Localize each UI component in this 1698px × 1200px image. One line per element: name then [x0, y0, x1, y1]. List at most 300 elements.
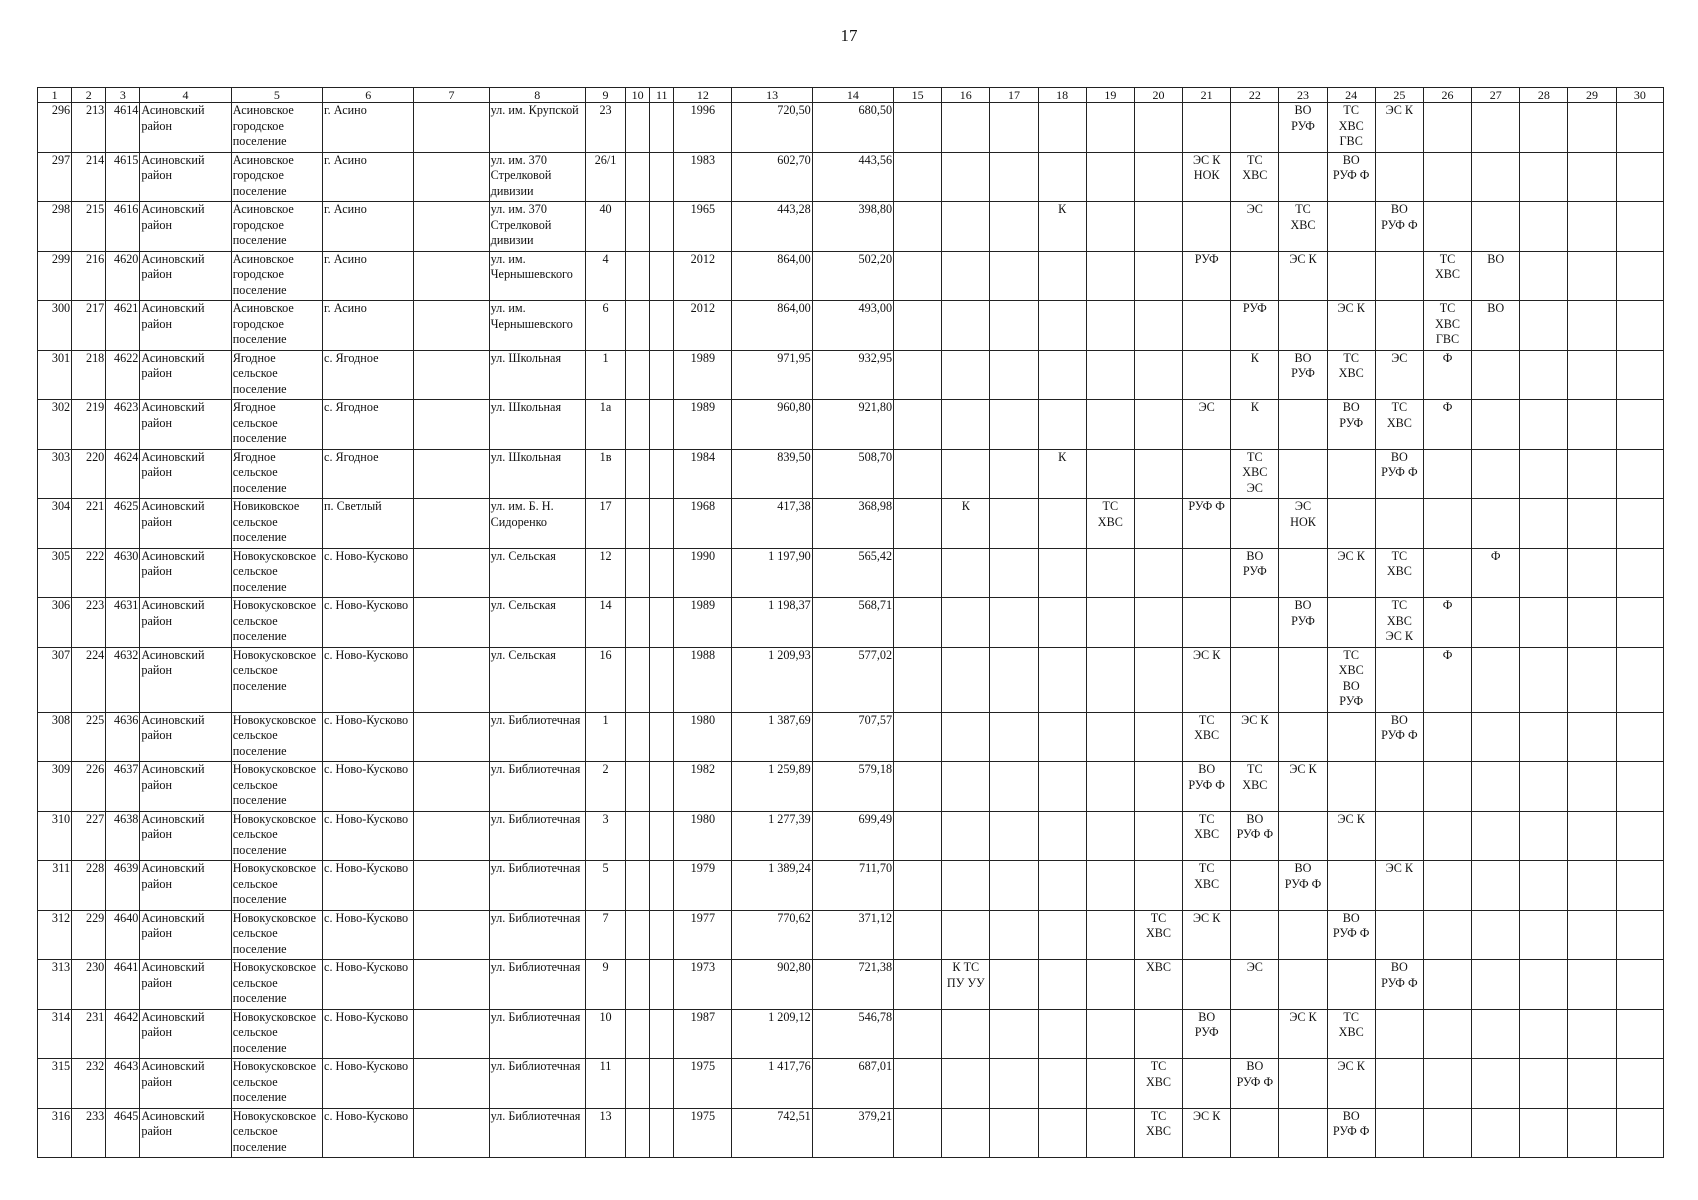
work-mark-col-23-cell — [1279, 712, 1327, 762]
total-area-cell: 864,00 — [732, 301, 812, 351]
work-mark-col-25-cell: ВО РУФ Ф — [1375, 712, 1423, 762]
row-subindex-cell: 227 — [72, 811, 106, 861]
work-mark-col-17-cell — [990, 152, 1038, 202]
work-mark-col-16-cell — [942, 251, 990, 301]
build-year-cell: 1980 — [674, 811, 732, 861]
work-mark-col-16-cell — [942, 1059, 990, 1109]
work-mark-col-24-cell: ЭС К — [1327, 548, 1375, 598]
living-area-cell: 371,12 — [812, 910, 893, 960]
settlement-cell: Новокусковское сельское поселение — [231, 647, 322, 712]
work-mark-col-27-cell — [1472, 960, 1520, 1010]
work-mark-col-23-cell — [1279, 960, 1327, 1010]
row-index-cell: 297 — [38, 152, 72, 202]
object-code-cell: 4621 — [106, 301, 140, 351]
work-mark-col-19-cell — [1086, 301, 1134, 351]
total-area-cell: 1 209,93 — [732, 647, 812, 712]
column-11-cell — [650, 548, 674, 598]
work-mark-col-23-cell: ЭС К — [1279, 251, 1327, 301]
row-subindex-cell: 213 — [72, 103, 106, 153]
house-number-cell: 16 — [585, 647, 625, 712]
locality-cell: с. Ново-Кусково — [323, 1059, 414, 1109]
row-index-cell: 298 — [38, 202, 72, 252]
work-mark-col-16-cell — [942, 861, 990, 911]
work-mark-col-26-cell: ТС ХВС — [1423, 251, 1471, 301]
work-mark-col-29-cell — [1568, 202, 1616, 252]
work-mark-col-24-cell — [1327, 712, 1375, 762]
work-mark-col-26-cell: Ф — [1423, 350, 1471, 400]
work-mark-col-24-cell: ТС ХВС ГВС — [1327, 103, 1375, 153]
district-cell: Асиновский район — [140, 960, 231, 1010]
total-area-cell: 770,62 — [732, 910, 812, 960]
street-cell: ул. им. 370 Стрелковой дивизии — [489, 152, 585, 202]
object-code-cell: 4642 — [106, 1009, 140, 1059]
row-index-cell: 310 — [38, 811, 72, 861]
work-mark-col-18-cell — [1038, 712, 1086, 762]
table-row — [38, 103, 1664, 153]
work-mark-col-26-cell — [1423, 1059, 1471, 1109]
object-code-cell: 4632 — [106, 647, 140, 712]
work-mark-col-20-cell: ХВС — [1134, 960, 1182, 1010]
work-mark-col-29-cell — [1568, 251, 1616, 301]
living-area-cell: 493,00 — [812, 301, 893, 351]
work-mark-col-17-cell — [990, 811, 1038, 861]
column-11-cell — [650, 960, 674, 1010]
work-mark-col-23-cell — [1279, 152, 1327, 202]
table-row — [38, 960, 1664, 1010]
work-mark-col-16-cell — [942, 910, 990, 960]
row-index-cell: 302 — [38, 400, 72, 450]
work-mark-col-23-cell: ВО РУФ Ф — [1279, 861, 1327, 911]
work-mark-col-26-cell — [1423, 449, 1471, 499]
register-table — [37, 87, 1664, 1158]
work-mark-col-19-cell — [1086, 910, 1134, 960]
work-mark-col-30-cell — [1616, 301, 1663, 351]
work-mark-col-16-cell — [942, 762, 990, 812]
work-mark-col-21-cell: ЭС — [1183, 400, 1231, 450]
work-mark-col-28-cell — [1520, 499, 1568, 549]
work-mark-col-22-cell — [1231, 1108, 1279, 1158]
column-number-30: 30 — [1616, 88, 1663, 103]
street-cell: ул. Библиотечная — [489, 960, 585, 1010]
table-row — [38, 350, 1664, 400]
work-mark-col-29-cell — [1568, 548, 1616, 598]
work-mark-col-15-cell — [894, 548, 942, 598]
object-code-cell: 4630 — [106, 548, 140, 598]
work-mark-col-16-cell — [942, 400, 990, 450]
settlement-cell: Новокусковское сельское поселение — [231, 910, 322, 960]
work-mark-col-30-cell — [1616, 1108, 1663, 1158]
street-cell: ул. им. Б. Н. Сидоренко — [489, 499, 585, 549]
work-mark-col-27-cell — [1472, 152, 1520, 202]
district-cell: Асиновский район — [140, 301, 231, 351]
work-mark-col-21-cell: ВО РУФ — [1183, 1009, 1231, 1059]
column-11-cell — [650, 861, 674, 911]
locality-cell: с. Ново-Кусково — [323, 861, 414, 911]
column-10-cell — [626, 202, 650, 252]
column-number-15: 15 — [894, 88, 942, 103]
street-cell: ул. Библиотечная — [489, 811, 585, 861]
work-mark-col-28-cell — [1520, 910, 1568, 960]
living-area-cell: 565,42 — [812, 548, 893, 598]
work-mark-col-28-cell — [1520, 1009, 1568, 1059]
column-7-cell — [414, 1108, 489, 1158]
house-number-cell: 10 — [585, 1009, 625, 1059]
work-mark-col-22-cell: РУФ — [1231, 301, 1279, 351]
house-number-cell: 14 — [585, 598, 625, 648]
work-mark-col-25-cell — [1375, 251, 1423, 301]
work-mark-col-24-cell: ВО РУФ — [1327, 400, 1375, 450]
work-mark-col-27-cell — [1472, 449, 1520, 499]
work-mark-col-28-cell — [1520, 548, 1568, 598]
work-mark-col-18-cell — [1038, 1009, 1086, 1059]
column-10-cell — [626, 251, 650, 301]
work-mark-col-28-cell — [1520, 1108, 1568, 1158]
work-mark-col-22-cell: К — [1231, 400, 1279, 450]
living-area-cell: 721,38 — [812, 960, 893, 1010]
house-number-cell: 1 — [585, 350, 625, 400]
work-mark-col-24-cell — [1327, 598, 1375, 648]
work-mark-col-20-cell — [1134, 598, 1182, 648]
district-cell: Асиновский район — [140, 548, 231, 598]
row-subindex-cell: 224 — [72, 647, 106, 712]
work-mark-col-18-cell — [1038, 1059, 1086, 1109]
work-mark-col-26-cell — [1423, 861, 1471, 911]
work-mark-col-18-cell — [1038, 861, 1086, 911]
work-mark-col-20-cell — [1134, 202, 1182, 252]
work-mark-col-15-cell — [894, 400, 942, 450]
work-mark-col-21-cell — [1183, 350, 1231, 400]
district-cell: Асиновский район — [140, 811, 231, 861]
settlement-cell: Асиновское городское поселение — [231, 251, 322, 301]
work-mark-col-29-cell — [1568, 499, 1616, 549]
house-number-cell: 26/1 — [585, 152, 625, 202]
row-index-cell: 314 — [38, 1009, 72, 1059]
street-cell: ул. Библиотечная — [489, 762, 585, 812]
living-area-cell: 368,98 — [812, 499, 893, 549]
work-mark-col-17-cell — [990, 400, 1038, 450]
work-mark-col-27-cell — [1472, 350, 1520, 400]
work-mark-col-25-cell — [1375, 1009, 1423, 1059]
work-mark-col-30-cell — [1616, 548, 1663, 598]
district-cell: Асиновский район — [140, 861, 231, 911]
living-area-cell: 687,01 — [812, 1059, 893, 1109]
column-7-cell — [414, 1059, 489, 1109]
work-mark-col-20-cell — [1134, 762, 1182, 812]
column-7-cell — [414, 960, 489, 1010]
row-index-cell: 303 — [38, 449, 72, 499]
row-index-cell: 304 — [38, 499, 72, 549]
column-11-cell — [650, 1059, 674, 1109]
work-mark-col-25-cell: ВО РУФ Ф — [1375, 960, 1423, 1010]
locality-cell: с. Ново-Кусково — [323, 598, 414, 648]
work-mark-col-27-cell: ВО — [1472, 301, 1520, 351]
work-mark-col-21-cell: РУФ Ф — [1183, 499, 1231, 549]
row-subindex-cell: 219 — [72, 400, 106, 450]
work-mark-col-29-cell — [1568, 400, 1616, 450]
settlement-cell: Новокусковское сельское поселение — [231, 548, 322, 598]
work-mark-col-21-cell — [1183, 598, 1231, 648]
build-year-cell: 1968 — [674, 499, 732, 549]
total-area-cell: 742,51 — [732, 1108, 812, 1158]
row-index-cell: 306 — [38, 598, 72, 648]
work-mark-col-22-cell: ЭС — [1231, 960, 1279, 1010]
work-mark-col-17-cell — [990, 598, 1038, 648]
work-mark-col-26-cell — [1423, 548, 1471, 598]
work-mark-col-15-cell — [894, 811, 942, 861]
work-mark-col-22-cell — [1231, 1009, 1279, 1059]
work-mark-col-23-cell: ЭС НОК — [1279, 499, 1327, 549]
work-mark-col-21-cell — [1183, 103, 1231, 153]
work-mark-col-25-cell — [1375, 762, 1423, 812]
work-mark-col-17-cell — [990, 499, 1038, 549]
work-mark-col-22-cell: ТС ХВС — [1231, 762, 1279, 812]
work-mark-col-16-cell — [942, 1108, 990, 1158]
work-mark-col-16-cell — [942, 712, 990, 762]
district-cell: Асиновский район — [140, 103, 231, 153]
work-mark-col-25-cell — [1375, 1059, 1423, 1109]
work-mark-col-20-cell — [1134, 103, 1182, 153]
column-number-24: 24 — [1327, 88, 1375, 103]
work-mark-col-27-cell: ВО — [1472, 251, 1520, 301]
work-mark-col-21-cell: ТС ХВС — [1183, 712, 1231, 762]
total-area-cell: 1 197,90 — [732, 548, 812, 598]
column-number-23: 23 — [1279, 88, 1327, 103]
work-mark-col-18-cell — [1038, 152, 1086, 202]
work-mark-col-15-cell — [894, 449, 942, 499]
work-mark-col-26-cell — [1423, 762, 1471, 812]
work-mark-col-28-cell — [1520, 350, 1568, 400]
row-index-cell: 312 — [38, 910, 72, 960]
work-mark-col-23-cell — [1279, 1059, 1327, 1109]
work-mark-col-30-cell — [1616, 202, 1663, 252]
work-mark-col-19-cell — [1086, 647, 1134, 712]
work-mark-col-29-cell — [1568, 1009, 1616, 1059]
work-mark-col-25-cell — [1375, 499, 1423, 549]
work-mark-col-23-cell — [1279, 449, 1327, 499]
column-number-28: 28 — [1520, 88, 1568, 103]
locality-cell: с. Ягодное — [323, 400, 414, 450]
total-area-cell: 1 259,89 — [732, 762, 812, 812]
work-mark-col-24-cell: ЭС К — [1327, 811, 1375, 861]
work-mark-col-28-cell — [1520, 1059, 1568, 1109]
work-mark-col-19-cell — [1086, 1108, 1134, 1158]
work-mark-col-24-cell: ВО РУФ Ф — [1327, 152, 1375, 202]
column-7-cell — [414, 103, 489, 153]
work-mark-col-27-cell — [1472, 647, 1520, 712]
work-mark-col-26-cell — [1423, 1108, 1471, 1158]
column-11-cell — [650, 499, 674, 549]
column-10-cell — [626, 762, 650, 812]
work-mark-col-25-cell — [1375, 647, 1423, 712]
work-mark-col-26-cell: Ф — [1423, 647, 1471, 712]
work-mark-col-16-cell — [942, 598, 990, 648]
street-cell: ул. Сельская — [489, 598, 585, 648]
work-mark-col-25-cell: ЭС — [1375, 350, 1423, 400]
row-index-cell: 305 — [38, 548, 72, 598]
street-cell: ул. Сельская — [489, 548, 585, 598]
work-mark-col-18-cell — [1038, 762, 1086, 812]
table-row — [38, 301, 1664, 351]
work-mark-col-25-cell — [1375, 910, 1423, 960]
table-row — [38, 202, 1664, 252]
work-mark-col-26-cell — [1423, 811, 1471, 861]
column-10-cell — [626, 103, 650, 153]
row-index-cell: 296 — [38, 103, 72, 153]
column-7-cell — [414, 152, 489, 202]
column-10-cell — [626, 350, 650, 400]
work-mark-col-18-cell — [1038, 598, 1086, 648]
house-number-cell: 7 — [585, 910, 625, 960]
locality-cell: г. Асино — [323, 152, 414, 202]
work-mark-col-20-cell: ТС ХВС — [1134, 1108, 1182, 1158]
work-mark-col-21-cell — [1183, 202, 1231, 252]
build-year-cell: 2012 — [674, 301, 732, 351]
work-mark-col-26-cell: Ф — [1423, 598, 1471, 648]
column-number-14: 14 — [812, 88, 893, 103]
row-subindex-cell: 218 — [72, 350, 106, 400]
living-area-cell: 680,50 — [812, 103, 893, 153]
work-mark-col-27-cell — [1472, 712, 1520, 762]
work-mark-col-16-cell — [942, 202, 990, 252]
street-cell: ул. Библиотечная — [489, 910, 585, 960]
work-mark-col-23-cell — [1279, 301, 1327, 351]
column-7-cell — [414, 910, 489, 960]
total-area-cell: 720,50 — [732, 103, 812, 153]
work-mark-col-16-cell — [942, 647, 990, 712]
build-year-cell: 1977 — [674, 910, 732, 960]
table-body — [38, 103, 1664, 1158]
table-row — [38, 861, 1664, 911]
work-mark-col-15-cell — [894, 350, 942, 400]
column-11-cell — [650, 152, 674, 202]
work-mark-col-20-cell: ТС ХВС — [1134, 910, 1182, 960]
column-7-cell — [414, 499, 489, 549]
work-mark-col-15-cell — [894, 861, 942, 911]
house-number-cell: 17 — [585, 499, 625, 549]
row-subindex-cell: 223 — [72, 598, 106, 648]
column-10-cell — [626, 548, 650, 598]
settlement-cell: Ягодное сельское поселение — [231, 400, 322, 450]
work-mark-col-17-cell — [990, 960, 1038, 1010]
work-mark-col-23-cell — [1279, 400, 1327, 450]
work-mark-col-18-cell — [1038, 350, 1086, 400]
house-number-cell: 23 — [585, 103, 625, 153]
work-mark-col-28-cell — [1520, 400, 1568, 450]
build-year-cell: 1989 — [674, 350, 732, 400]
work-mark-col-20-cell — [1134, 647, 1182, 712]
build-year-cell: 1989 — [674, 400, 732, 450]
settlement-cell: Новокусковское сельское поселение — [231, 1059, 322, 1109]
work-mark-col-16-cell — [942, 548, 990, 598]
column-number-header-row — [38, 88, 1664, 103]
work-mark-col-26-cell: Ф — [1423, 400, 1471, 450]
build-year-cell: 1982 — [674, 762, 732, 812]
work-mark-col-29-cell — [1568, 811, 1616, 861]
work-mark-col-30-cell — [1616, 1009, 1663, 1059]
work-mark-col-20-cell — [1134, 301, 1182, 351]
locality-cell: с. Ягодное — [323, 350, 414, 400]
column-7-cell — [414, 400, 489, 450]
work-mark-col-22-cell: ВО РУФ Ф — [1231, 811, 1279, 861]
table-row — [38, 712, 1664, 762]
column-number-4: 4 — [140, 88, 231, 103]
work-mark-col-23-cell: ЭС К — [1279, 762, 1327, 812]
work-mark-col-22-cell — [1231, 499, 1279, 549]
column-10-cell — [626, 400, 650, 450]
work-mark-col-18-cell — [1038, 103, 1086, 153]
work-mark-col-30-cell — [1616, 960, 1663, 1010]
work-mark-col-21-cell: РУФ — [1183, 251, 1231, 301]
settlement-cell: Новиковское сельское поселение — [231, 499, 322, 549]
locality-cell: с. Ново-Кусково — [323, 1108, 414, 1158]
work-mark-col-16-cell — [942, 103, 990, 153]
total-area-cell: 902,80 — [732, 960, 812, 1010]
work-mark-col-22-cell: ЭС — [1231, 202, 1279, 252]
column-10-cell — [626, 960, 650, 1010]
work-mark-col-24-cell — [1327, 762, 1375, 812]
column-10-cell — [626, 647, 650, 712]
house-number-cell: 40 — [585, 202, 625, 252]
locality-cell: г. Асино — [323, 251, 414, 301]
build-year-cell: 1984 — [674, 449, 732, 499]
district-cell: Асиновский район — [140, 910, 231, 960]
work-mark-col-22-cell: К — [1231, 350, 1279, 400]
work-mark-col-19-cell: ТС ХВС — [1086, 499, 1134, 549]
object-code-cell: 4620 — [106, 251, 140, 301]
column-11-cell — [650, 1108, 674, 1158]
work-mark-col-30-cell — [1616, 499, 1663, 549]
work-mark-col-27-cell — [1472, 1009, 1520, 1059]
column-10-cell — [626, 1108, 650, 1158]
work-mark-col-23-cell — [1279, 811, 1327, 861]
work-mark-col-19-cell — [1086, 762, 1134, 812]
build-year-cell: 1975 — [674, 1108, 732, 1158]
work-mark-col-30-cell — [1616, 811, 1663, 861]
total-area-cell: 1 198,37 — [732, 598, 812, 648]
column-11-cell — [650, 647, 674, 712]
work-mark-col-23-cell — [1279, 910, 1327, 960]
row-index-cell: 311 — [38, 861, 72, 911]
table-row — [38, 548, 1664, 598]
column-number-22: 22 — [1231, 88, 1279, 103]
table-row — [38, 910, 1664, 960]
work-mark-col-15-cell — [894, 202, 942, 252]
work-mark-col-20-cell: ТС ХВС — [1134, 1059, 1182, 1109]
column-number-9: 9 — [585, 88, 625, 103]
work-mark-col-27-cell — [1472, 400, 1520, 450]
total-area-cell: 1 209,12 — [732, 1009, 812, 1059]
object-code-cell: 4623 — [106, 400, 140, 450]
work-mark-col-22-cell — [1231, 598, 1279, 648]
object-code-cell: 4640 — [106, 910, 140, 960]
work-mark-col-23-cell: ВО РУФ — [1279, 350, 1327, 400]
work-mark-col-29-cell — [1568, 960, 1616, 1010]
row-index-cell: 307 — [38, 647, 72, 712]
work-mark-col-25-cell: ТС ХВС — [1375, 548, 1423, 598]
settlement-cell: Асиновское городское поселение — [231, 301, 322, 351]
work-mark-col-23-cell: ВО РУФ — [1279, 598, 1327, 648]
work-mark-col-25-cell — [1375, 152, 1423, 202]
column-11-cell — [650, 1009, 674, 1059]
work-mark-col-22-cell: ВО РУФ — [1231, 548, 1279, 598]
work-mark-col-16-cell — [942, 301, 990, 351]
work-mark-col-17-cell — [990, 548, 1038, 598]
work-mark-col-28-cell — [1520, 811, 1568, 861]
work-mark-col-22-cell: ЭС К — [1231, 712, 1279, 762]
work-mark-col-29-cell — [1568, 1059, 1616, 1109]
work-mark-col-25-cell — [1375, 811, 1423, 861]
page-number: 17 — [840, 26, 858, 45]
